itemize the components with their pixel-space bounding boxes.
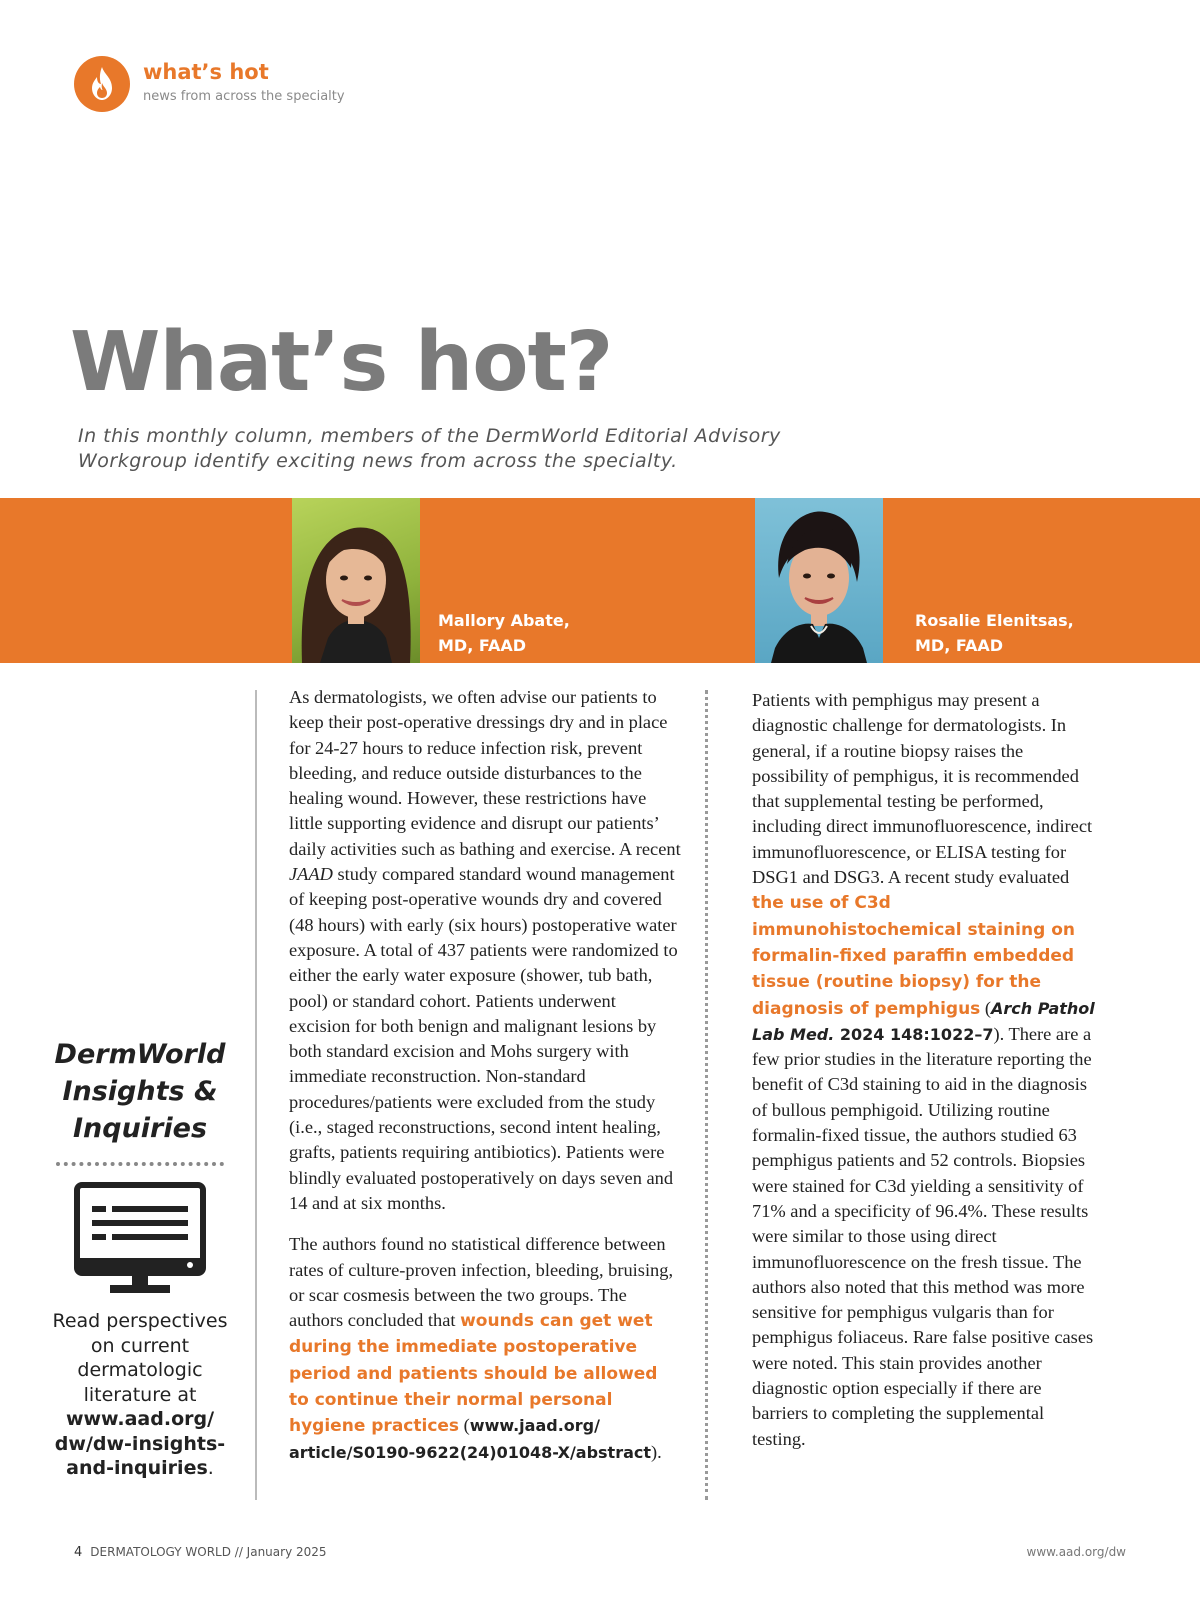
section-subtitle: news from across the specialty	[143, 89, 345, 104]
sidebar-title: DermWorld Insights & Inquiries	[54, 1039, 226, 1144]
paragraph: The authors found no statistical difference between rates of culture-proven infection, bleeding, bruising, or scar cosmesis between the two groups. The authors concluded that wounds can get wet during the immediate postoperative period and patients should be allowed to continue their normal personal hygiene practices (www.jaad.org/ article/S0190-9622(24)01048-X/abstract).	[289, 1234, 674, 1462]
author-name-line: Rosalie Elenitsas,	[915, 611, 1074, 630]
column-rule-dotted	[705, 690, 708, 1500]
highlight-link[interactable]: the use of C3d immunohistochemical staining on formalin-fixed paraffin embedded tissue (routine biopsy) for the diagnosis of pemphigus	[752, 893, 1075, 1019]
article-column-1	[289, 685, 681, 1481]
journal-name: Arch Pathol Lab Med.	[752, 998, 1095, 1044]
page-number: 4	[74, 1545, 83, 1560]
sidebar-text	[40, 1309, 240, 1481]
footer-left	[74, 1545, 327, 1560]
author-name-abate	[438, 608, 570, 658]
footer-url[interactable]: www.aad.org/dw	[1026, 1545, 1126, 1559]
flame-icon	[74, 56, 130, 112]
author-photo-elenitsas	[755, 498, 883, 663]
journal-name: JAAD	[289, 864, 333, 885]
section-title: what’s hot	[143, 60, 269, 84]
author-photo-abate	[292, 498, 420, 663]
citation-ref: 2024 148:1022–7	[834, 1024, 994, 1044]
author-name-line: Mallory Abate,	[438, 611, 570, 630]
highlight-link[interactable]: wounds can get wet during the immediate postoperative period and patients should be allowed to continue their normal personal hygiene practices	[289, 1311, 658, 1437]
paragraph: As dermatologists, we often advise our patients to keep their post-operative dressings dry and in place for 24-27 hours to reduce infection risk, prevent bleeding, and reduce outside disturbances to the healing wound. However, these restrictions have little supporting evidence and disrupt our patients’ daily activities such as bathing and exercise. A recent JAAD study compared standard wound management of keeping post-operative wounds dry and covered (48 hours) with early (six hours) postoperative water exposure. A total of 437 patients were randomized to either the early water exposure (shower, tub bath, pool) or standard cohort. Patients underwent excision for both benign and malignant lesions by both standard excision and Mohs surgery with immediate reconstruction. Non-standard procedures/patients were excluded from the study (i.e., staged reconstructions, second intent healing, grafts, patients requiring antibiotics). Patients were blindly evaluated postoperatively on days seven and 14 and at six months.	[289, 687, 681, 1213]
author-credentials: MD, FAAD	[438, 636, 526, 655]
author-credentials: MD, FAAD	[915, 636, 1003, 655]
sidebar-link[interactable]: www.aad.org/ dw/dw-insights- and-inquiries	[54, 1408, 226, 1479]
citation-link[interactable]: www.jaad.org/ article/S0190-9622(24)01048-X/abstract	[289, 1416, 652, 1462]
author-name-elenitsas	[915, 608, 1074, 658]
page-title: What’s hot?	[70, 315, 613, 410]
section-badge	[74, 56, 130, 112]
paragraph: Patients with pemphigus may present a diagnostic challenge for dermatologists. In general, if a routine biopsy raises the possibility of pemphigus, it is recommended that supplemental testing be performed, including direct immunofluorescence, indirect immunofluorescence, or ELISA testing for DSG1 and DSG3. A recent study evaluated the use of C3d immunohistochemical staining on formalin-fixed paraffin embedded tissue (routine biopsy) for the diagnosis of pemphigus (Arch Pathol Lab Med. 2024 148:1022–7). There are a few prior studies in the literature reporting the benefit of C3d staining to aid in the diagnosis of bullous pemphigoid. Utilizing routine formalin-fixed tissue, the authors studied 63 pemphigus patients and 52 controls. Biopsies were stained for C3d yielding a sensitivity of 71% and a specificity of 96.4%. These results were similar to those using direct immunofluorescence on the fresh tissue. The authors also noted that this method was more sensitive for pemphigus vulgaris than for pemphigus foliaceus. Rare false positive cases were noted. This stain provides another diagnostic option especially if there are barriers to completing the supplemental testing.	[752, 690, 1095, 1449]
article-column-2	[752, 688, 1097, 1468]
sidebar-body: Read perspectives on current dermatologic literature at	[52, 1310, 228, 1406]
sidebar-period: .	[207, 1457, 214, 1479]
intro-text: In this monthly column, members of the DermWorld Editorial Advisory Workgroup identify exciting news from across the specialty.	[78, 425, 781, 472]
publication-name: DERMATOLOGY WORLD // January 2025	[90, 1545, 327, 1559]
monitor-icon	[74, 1182, 206, 1297]
sidebar-divider	[56, 1162, 224, 1166]
column-rule	[255, 690, 257, 1500]
